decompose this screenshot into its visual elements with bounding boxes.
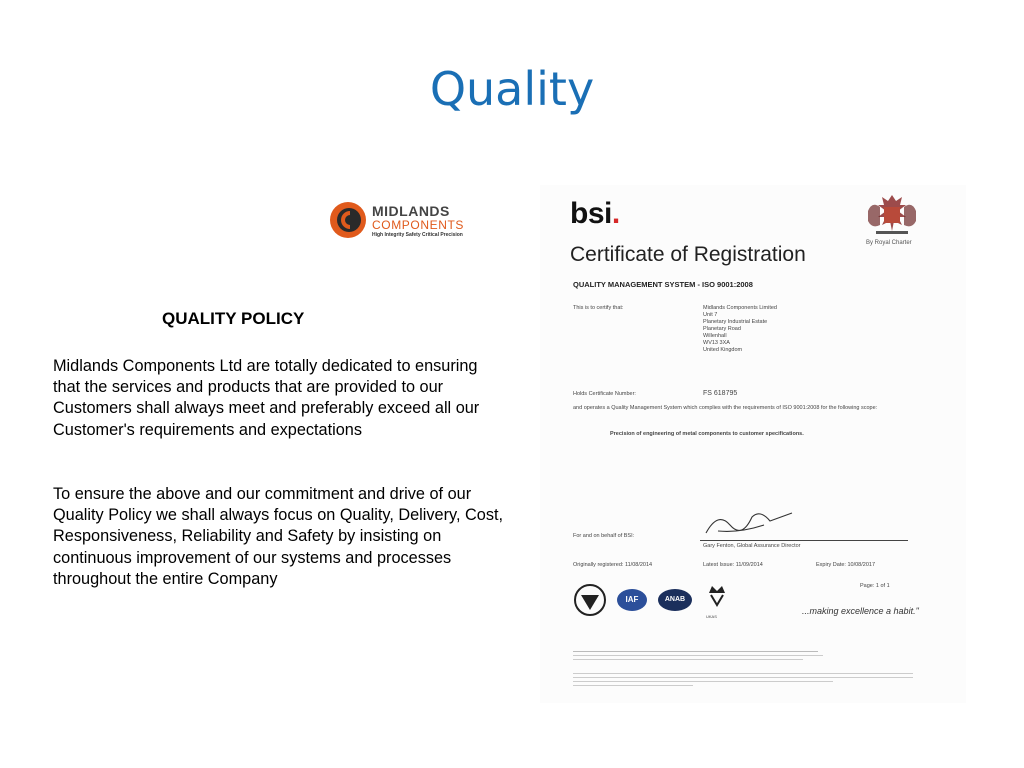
policy-heading: QUALITY POLICY bbox=[162, 309, 305, 328]
certificate-number: FS 618795 bbox=[703, 390, 738, 397]
ukas-crown-icon bbox=[706, 583, 728, 617]
bsi-kitemark-icon bbox=[573, 583, 607, 617]
certificate-scope: Precision of engineering of metal components to customer specifications. bbox=[610, 431, 804, 437]
slogan: ...making excellence a habit." bbox=[802, 606, 919, 616]
iaf-badge: IAF bbox=[617, 589, 647, 611]
certificate-address: Midlands Components Limited Unit 7 Planetary Industrial Estate Planetary Road Willenhall WV13 3XA United Kingdom bbox=[703, 305, 777, 353]
holds-label: Holds Certificate Number: bbox=[573, 391, 636, 397]
operates-text: and operates a Quality Management System which complies with the requirements of ISO 9001:2008 for the following scope: bbox=[573, 405, 878, 411]
certificate-title: Certificate of Registration bbox=[570, 243, 806, 266]
policy-paragraph-1: Midlands Components Ltd are totally dedicated to ensuring that the services and products that are provided to our Customers shall always meet and preferably exceed all our Customer's requirements and expectations bbox=[53, 357, 480, 439]
slide-title: Quality bbox=[429, 62, 595, 116]
logo-line2: COMPONENTS bbox=[372, 218, 465, 232]
signature-icon bbox=[700, 503, 810, 543]
bsi-logo: bsi. bbox=[570, 197, 620, 230]
qms-standard: QUALITY MANAGEMENT SYSTEM - ISO 9001:2008 bbox=[573, 280, 753, 289]
anab-badge: ANAB bbox=[658, 589, 692, 611]
signature-line bbox=[700, 540, 908, 541]
royal-crest-icon bbox=[862, 191, 922, 239]
certificate-image bbox=[540, 185, 966, 703]
ukas-label: UKAS bbox=[706, 614, 717, 619]
logo-tagline: High Integrity Safety Critical Precision bbox=[372, 232, 463, 238]
originally-registered: Originally registered: 11/08/2014 bbox=[573, 562, 653, 568]
midlands-components-logo bbox=[328, 198, 488, 242]
logo-line1: MIDLANDS bbox=[372, 203, 450, 219]
page-number: Page: 1 of 1 bbox=[860, 583, 890, 589]
signatory: Gary Fenton, Global Assurance Director bbox=[703, 543, 801, 549]
royal-charter-label: By Royal Charter bbox=[866, 240, 912, 246]
latest-issue: Latest Issue: 11/09/2014 bbox=[703, 562, 763, 568]
expiry-date: Expiry Date: 10/08/2017 bbox=[816, 562, 876, 568]
policy-paragraph-2: To ensure the above and our commitment and drive of our Quality Policy we shall always focus on Quality, Delivery, Cost, Responsiveness, Reliability and Safety by insisting on continuous improvement of our systems and processes throughout the entire Company bbox=[53, 485, 504, 588]
behalf-label: For and on behalf of BSI: bbox=[573, 533, 635, 539]
certify-label: This is to certify that: bbox=[573, 305, 624, 311]
logo-emblem-icon bbox=[328, 200, 368, 240]
